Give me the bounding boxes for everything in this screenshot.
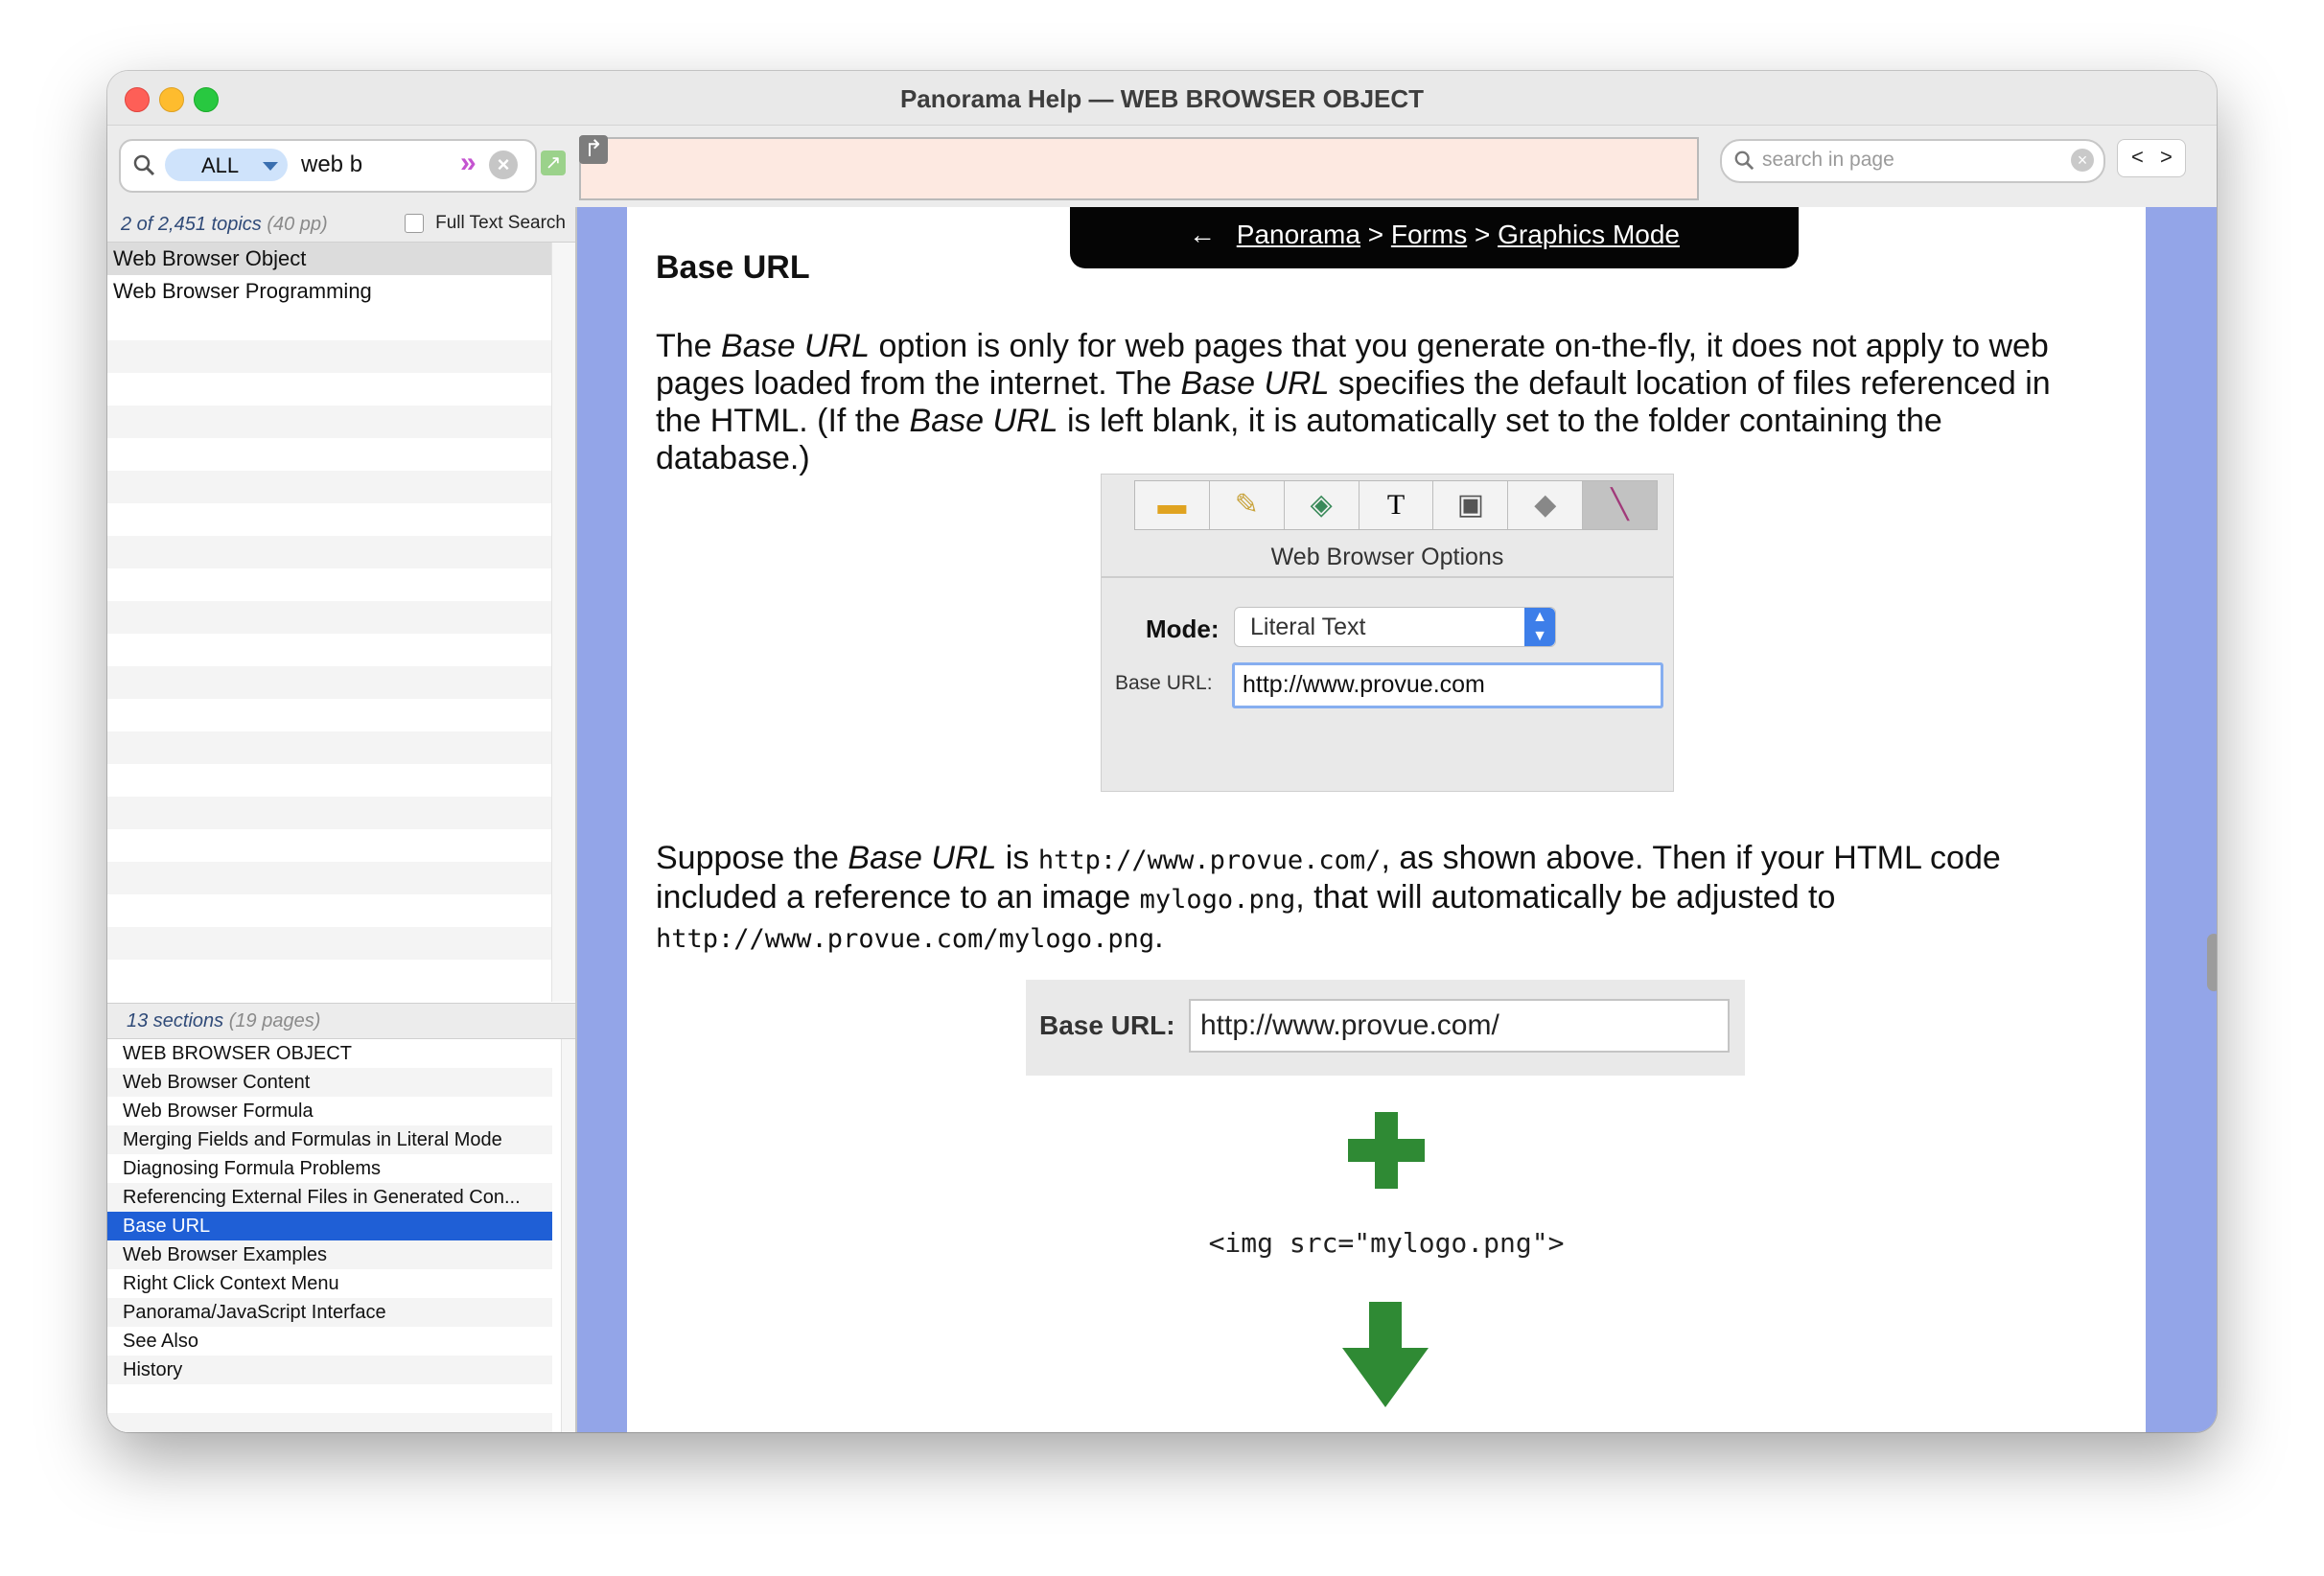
topics-header — [107, 207, 575, 243]
tool-palette — [1134, 480, 1658, 530]
arrow-down-icon — [1342, 1302, 1429, 1409]
diamond-tool-icon: ◆ — [1508, 481, 1583, 529]
base-url-screenshot — [1026, 980, 1745, 1076]
base-url-label: Base URL: — [1039, 1010, 1175, 1040]
content-scrollbar-thumb[interactable] — [2207, 934, 2217, 991]
topic-item[interactable]: Web Browser Object — [107, 243, 552, 275]
list-item — [107, 731, 552, 764]
section-item[interactable]: Diagnosing Formula Problems — [123, 1158, 382, 1179]
paragraph-intro: The Base URL option is only for web pages that you generate on-the-fly, it does not apply to web pages loaded from the internet. The Base URL specifies the default location of files referenced in the HTML. (If the Base URL is left blank, it is automatically set to the folder containing the database.) — [656, 328, 2051, 476]
section-item[interactable]: Right Click Context Menu — [123, 1273, 339, 1294]
base-url-value: http://www.provue.com — [1243, 671, 1485, 698]
stepper-icon: ▲ ▼ — [1524, 608, 1555, 646]
page-search-placeholder: search in page — [1762, 149, 1894, 171]
next-icon[interactable]: > — [2160, 145, 2173, 169]
search-icon — [132, 153, 155, 176]
search-input[interactable]: web b — [301, 151, 363, 177]
breadcrumb-separator: > — [1474, 220, 1491, 249]
previous-icon[interactable]: < — [2131, 145, 2144, 169]
topic-list — [107, 243, 552, 1002]
section-item[interactable]: WEB BROWSER OBJECT — [123, 1043, 352, 1064]
base-url-field — [1189, 999, 1730, 1053]
breadcrumb-link-graphics-mode[interactable]: Graphics Mode — [1498, 220, 1680, 249]
list-item — [107, 862, 552, 894]
curl-arrow-icon[interactable]: ↱ — [579, 135, 608, 164]
clear-search-icon[interactable]: × — [489, 151, 518, 179]
sections-count: 13 sections — [127, 1010, 224, 1031]
chevron-down-icon — [263, 162, 278, 171]
search-icon — [1733, 150, 1755, 171]
sections-header — [107, 1003, 575, 1039]
section-item[interactable]: Merging Fields and Formulas in Literal Mode — [107, 1125, 552, 1154]
toolbar — [107, 126, 2217, 206]
list-item — [107, 471, 552, 503]
list-item — [107, 536, 552, 568]
list-item — [107, 797, 552, 829]
paragraph-example: Suppose the Base URL is http://www.provue.com/, as shown above. Then if your HTML code included a reference to an image mylogo.png, that will automatically be adjusted to http://www.provue.com/mylogo.png. — [656, 840, 2001, 955]
full-text-search-label: Full Text Search — [435, 213, 566, 233]
search-scope-popup[interactable] — [165, 149, 288, 181]
web-browser-options-screenshot — [1101, 474, 1674, 792]
section-item[interactable]: See Also — [123, 1331, 198, 1352]
section-item[interactable]: Referencing External Files in Generated Con... — [107, 1183, 552, 1212]
topic-search-box[interactable] — [119, 139, 537, 193]
plus-icon — [1348, 1112, 1425, 1189]
breadcrumb-separator: > — [1367, 220, 1384, 249]
clear-page-search-icon[interactable]: × — [2071, 149, 2094, 172]
mode-value: Literal Text — [1250, 614, 1366, 640]
wand-tool-icon: ╲ — [1583, 481, 1657, 529]
sections-pages: (19 pages) — [228, 1010, 321, 1031]
topics-pages: (40 pp) — [267, 214, 328, 235]
image-tool-icon: ▣ — [1433, 481, 1508, 529]
double-chevron-right-icon[interactable]: » — [460, 147, 476, 178]
text-tool-icon: T — [1360, 481, 1434, 529]
section-item[interactable]: Web Browser Formula — [123, 1101, 314, 1122]
page-nav-buttons — [2117, 139, 2186, 177]
section-item[interactable]: History — [107, 1356, 552, 1384]
breadcrumb-link-forms[interactable]: Forms — [1390, 220, 1468, 249]
base-url-field — [1232, 662, 1663, 708]
help-content-area — [577, 207, 2217, 1432]
base-url-label: Base URL: — [1115, 672, 1213, 694]
list-item — [107, 601, 552, 634]
page-search-field[interactable] — [1720, 139, 2105, 183]
back-arrow-icon[interactable]: ← — [1188, 220, 1216, 249]
title-bar — [107, 71, 2217, 126]
base-url-value: http://www.provue.com/ — [1200, 1009, 1499, 1041]
section-item-selected[interactable]: Base URL — [107, 1212, 552, 1240]
breadcrumb — [1070, 207, 1799, 268]
help-page — [627, 207, 2146, 1432]
section-list-scrollbar[interactable] — [561, 1039, 575, 1432]
window-title: Panorama Help — WEB BROWSER OBJECT — [899, 84, 1425, 113]
img-tag-code: <img src="mylogo.png"> — [1208, 1227, 1565, 1259]
mode-label: Mode: — [1146, 614, 1220, 643]
folder-tool-icon: ▬ — [1135, 481, 1210, 529]
search-scope-label: ALL — [201, 153, 240, 177]
list-item — [107, 1413, 552, 1432]
section-item[interactable]: Web Browser Examples — [107, 1240, 552, 1269]
list-item — [107, 340, 552, 373]
topic-item[interactable]: Web Browser Programming — [113, 279, 372, 303]
list-item — [107, 927, 552, 960]
page-title: Base URL — [656, 249, 810, 286]
ruler-tool-icon: ✎ — [1210, 481, 1285, 529]
full-text-search-checkbox[interactable] — [405, 213, 566, 234]
message-bar — [579, 137, 1699, 200]
section-list — [107, 1039, 552, 1432]
list-item — [107, 666, 552, 699]
mode-select — [1234, 607, 1556, 647]
sidebar — [107, 207, 577, 1432]
breadcrumb-link-panorama[interactable]: Panorama — [1236, 220, 1360, 249]
topics-count: 2 of 2,451 topics — [121, 214, 262, 235]
shapes-tool-icon: ◈ — [1285, 481, 1360, 529]
open-external-icon[interactable]: ↗ — [541, 151, 566, 175]
topic-list-scrollbar[interactable] — [551, 243, 575, 1002]
section-item[interactable]: Panorama/JavaScript Interface — [107, 1298, 552, 1327]
options-panel-title: Web Browser Options — [1102, 538, 1673, 578]
list-item — [107, 406, 552, 438]
help-window — [107, 71, 2217, 1432]
section-item[interactable]: Web Browser Content — [107, 1068, 552, 1097]
